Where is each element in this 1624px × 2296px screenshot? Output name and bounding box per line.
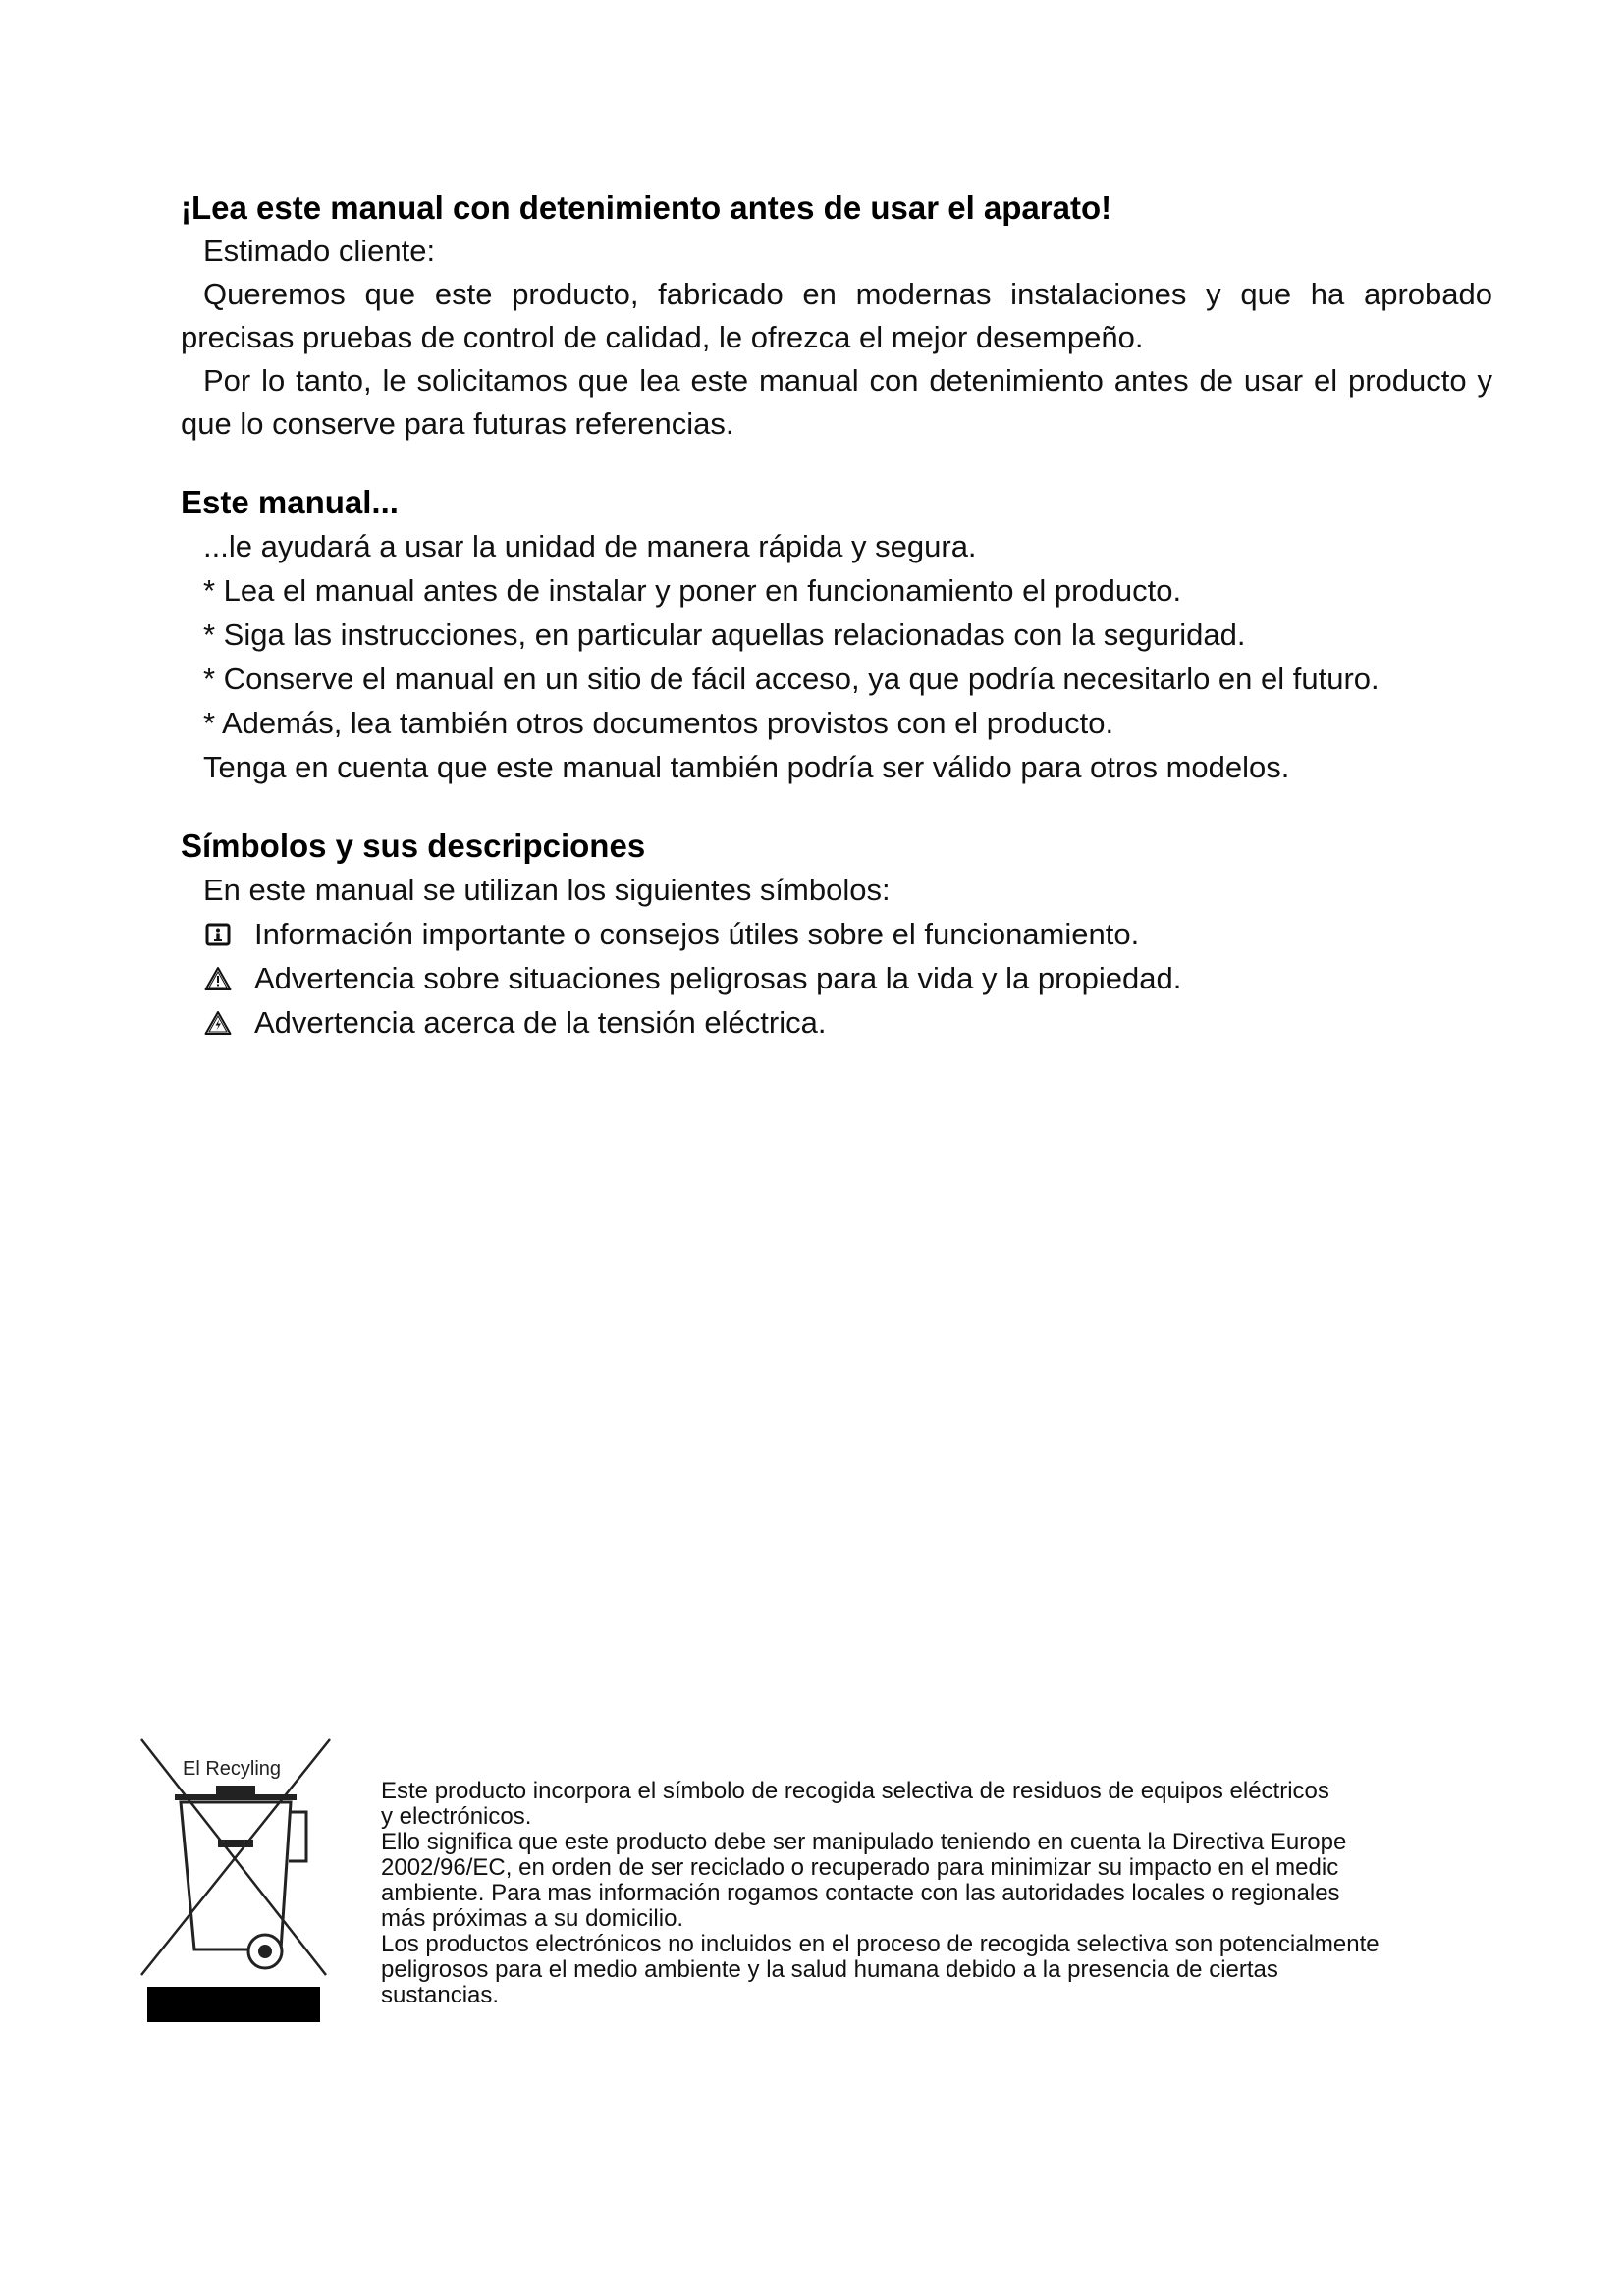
recycling-line: ambiente. Para mas información rogamos contacte con las autoridades locales o regionales bbox=[381, 1880, 1340, 1906]
recycling-line: Ello significa que este producto debe ser manipulado teniendo en cuenta la Directiva Europe bbox=[381, 1829, 1347, 1855]
symbol-item-info bbox=[181, 912, 1492, 956]
recycling-line: Los productos electrónicos no incluidos en el proceso de recogida selectiva son potencialmente bbox=[381, 1931, 1380, 1957]
intro-paragraph-1: Queremos que este producto, fabricado en modernas instalaciones y que ha aprobado precisas pruebas de control de calidad, le ofrezca el mejor desempeño. bbox=[181, 277, 1492, 354]
recycling-notice bbox=[381, 1779, 1461, 2008]
manual-line: * Conserve el manual en un sitio de fácil acceso, ya que podría necesitarlo en el futuro. bbox=[203, 662, 1380, 696]
symbol-item-text: Advertencia sobre situaciones peligrosas para la vida y la propiedad. bbox=[254, 961, 1182, 995]
symbols-heading: Símbolos y sus descripciones bbox=[181, 828, 646, 864]
manual-line: * Además, lea también otros documentos provistos con el producto. bbox=[203, 706, 1114, 740]
recycling-line: sustancias. bbox=[381, 1982, 500, 2008]
manual-line: * Siga las instrucciones, en particular aquellas relacionadas con la seguridad. bbox=[203, 617, 1246, 652]
recycling-line: peligrosos para el medio ambiente y la salud humana debido a la presencia de ciertas bbox=[381, 1956, 1278, 1983]
symbol-item-warning bbox=[181, 956, 1492, 1000]
manual-line: ...le ayudará a usar la unidad de manera rápida y segura. bbox=[203, 529, 977, 563]
symbol-item-text: Información importante o consejos útiles sobre el funcionamiento. bbox=[254, 917, 1140, 951]
recycling-line: más próximas a su domicilio. bbox=[381, 1905, 684, 1932]
symbols-intro: En este manual se utilizan los siguientes símbolos: bbox=[203, 873, 891, 907]
electric-warning-icon bbox=[203, 1008, 233, 1038]
manual-line: Tenga en cuenta que este manual también podría ser válido para otros modelos. bbox=[203, 750, 1290, 784]
recycling-line: Este producto incorpora el símbolo de recogida selectiva de residuos de equipos eléctricos bbox=[381, 1778, 1329, 1804]
manual-section bbox=[181, 481, 1492, 789]
manual-line: * Lea el manual antes de instalar y poner en funcionamiento el producto. bbox=[203, 573, 1182, 608]
recycling-line: y electrónicos. bbox=[381, 1803, 532, 1830]
manual-heading: Este manual... bbox=[181, 484, 399, 520]
intro-section bbox=[181, 187, 1492, 446]
intro-paragraph-2: Por lo tanto, le solicitamos que lea este manual con detenimiento antes de usar el producto y que lo conserve para futuras referencias. bbox=[181, 363, 1492, 441]
recycling-logo-label: El Recyling bbox=[183, 1758, 282, 1780]
symbol-item-text: Advertencia acerca de la tensión eléctrica. bbox=[254, 1005, 827, 1040]
warning-icon bbox=[203, 964, 233, 993]
recycling-line: 2002/96/EC, en orden de ser reciclado o recuperado para minimizar su impacto en el medic bbox=[381, 1854, 1339, 1881]
symbol-item-electric bbox=[181, 1000, 1492, 1044]
weee-recycling-logo bbox=[137, 1737, 334, 2022]
greeting-text: Estimado cliente: bbox=[203, 234, 436, 268]
intro-heading: ¡Lea este manual con detenimiento antes de usar el aparato! bbox=[181, 189, 1112, 226]
symbols-section bbox=[181, 825, 1492, 1044]
info-icon bbox=[203, 920, 233, 949]
